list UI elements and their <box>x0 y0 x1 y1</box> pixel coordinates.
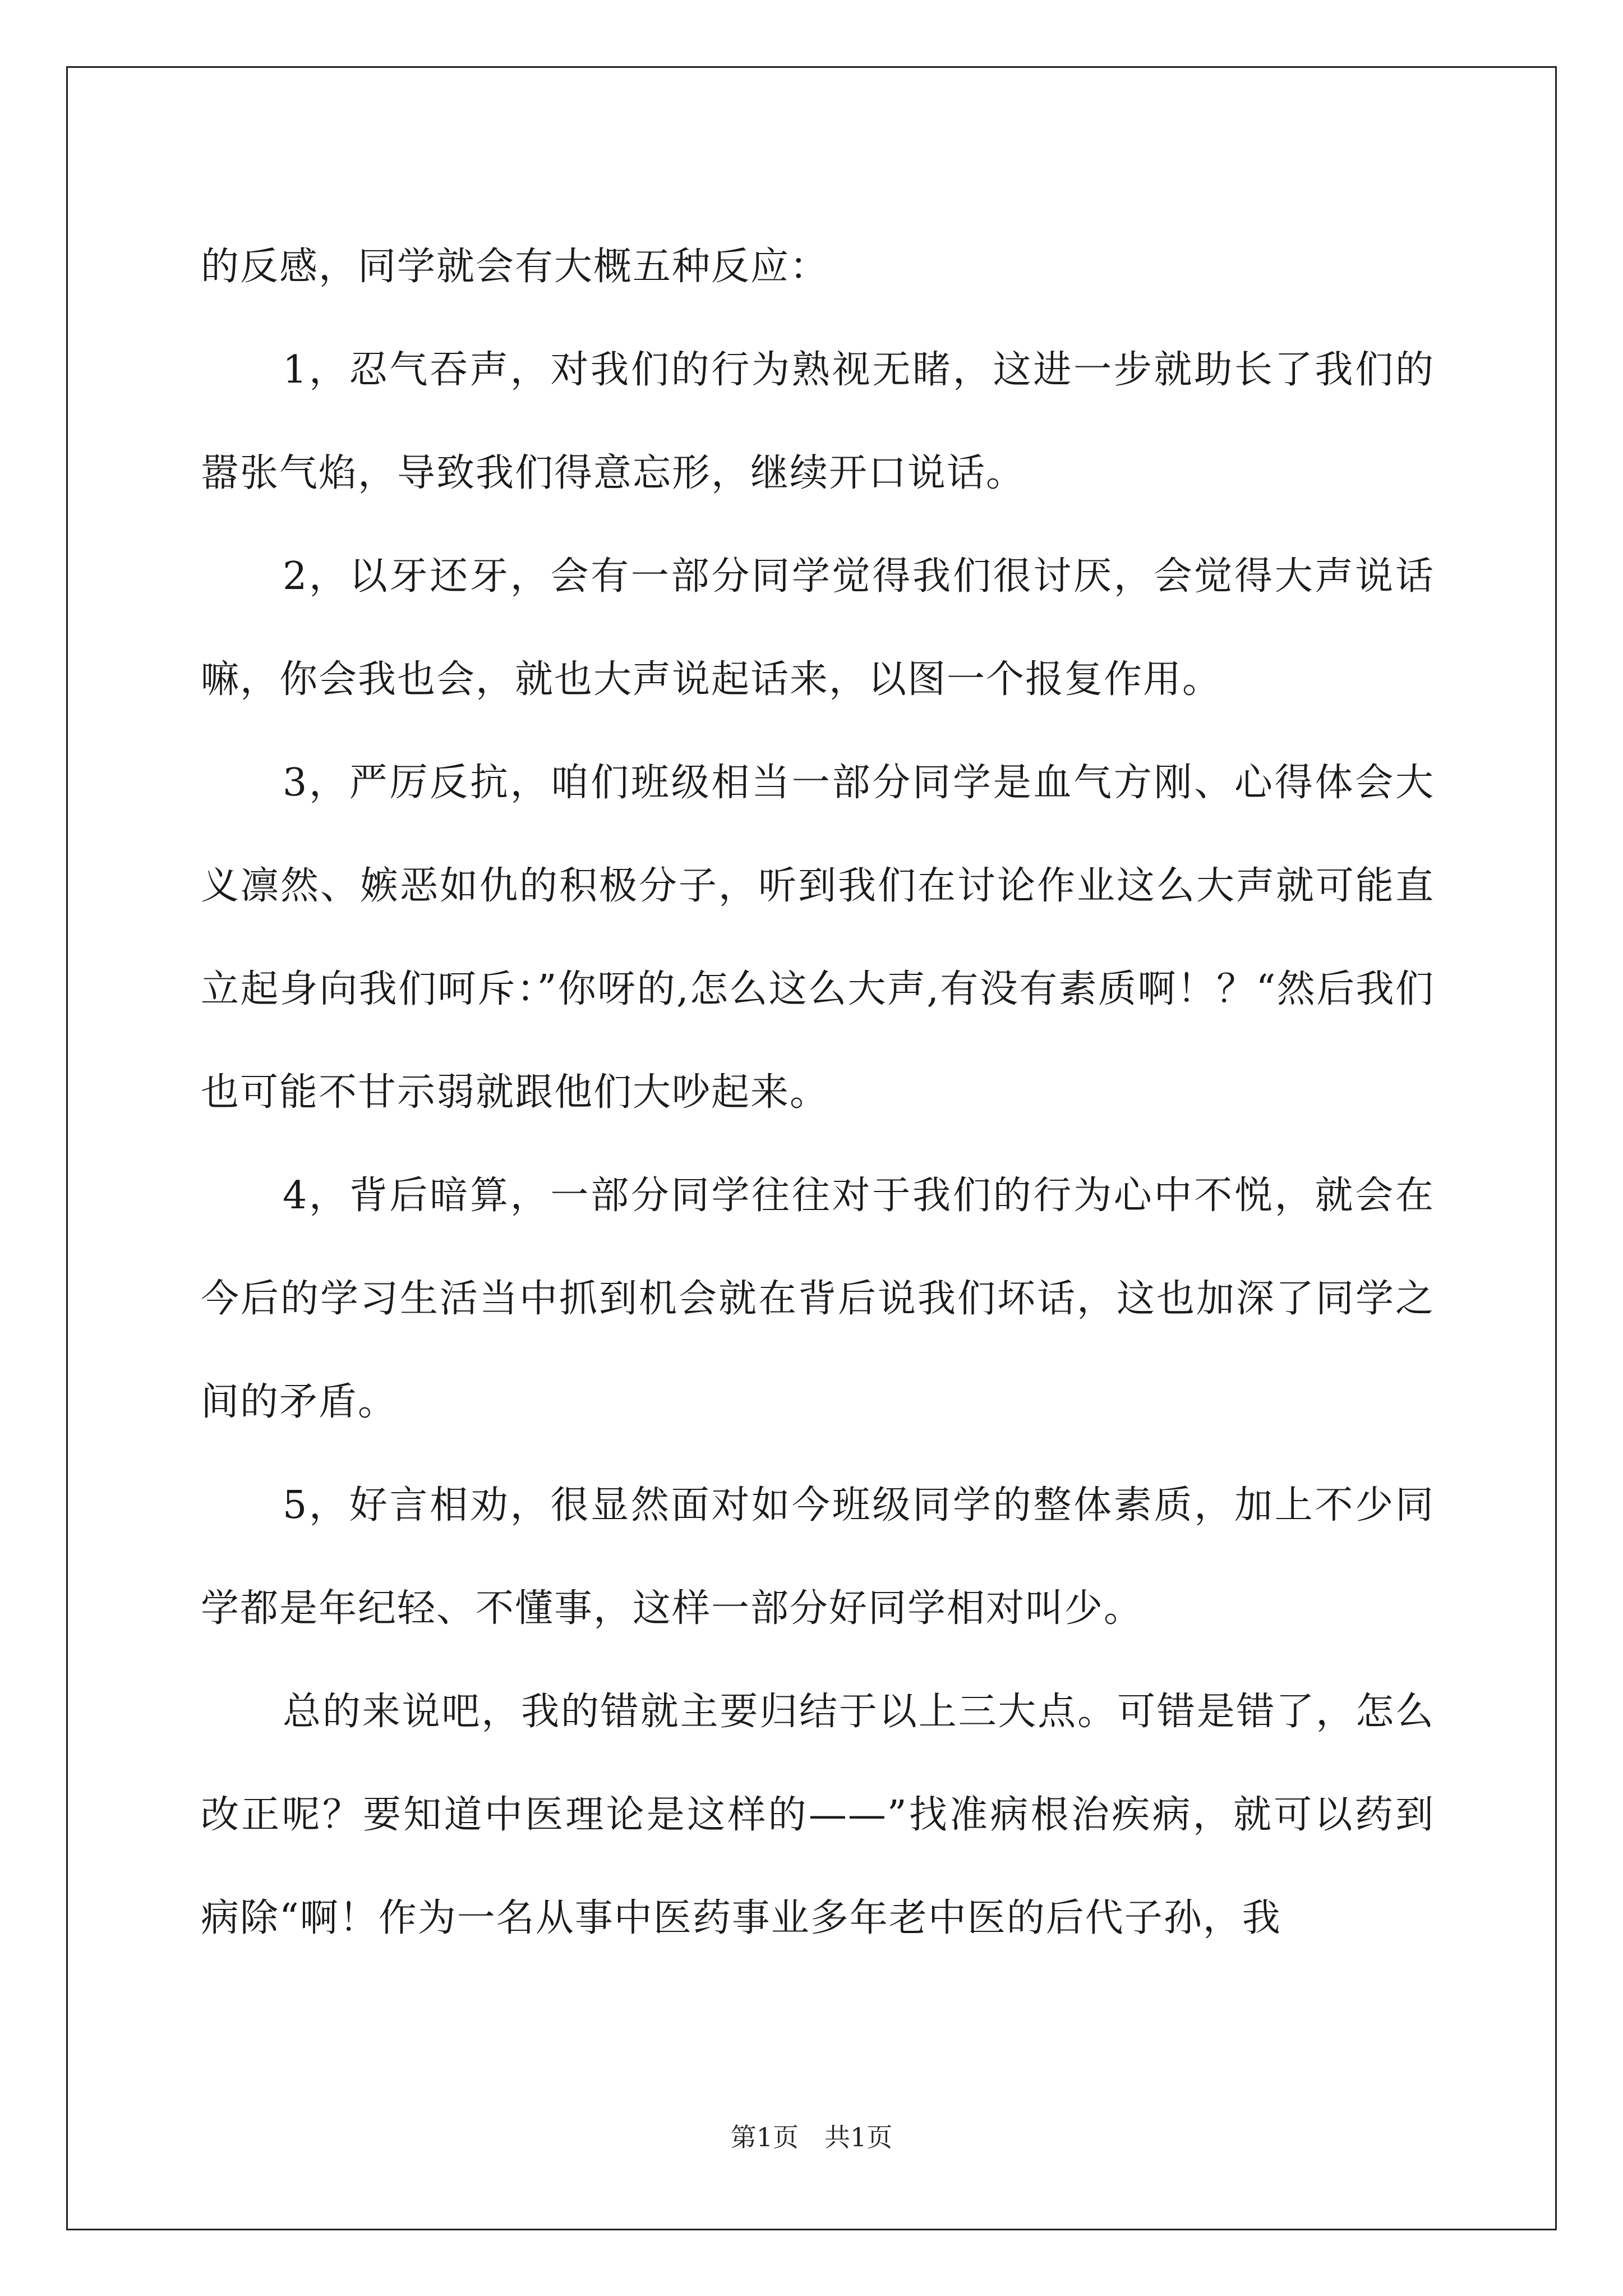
document-body <box>201 215 1435 1970</box>
page-footer <box>0 2120 1623 2154</box>
paragraph-intro: 的反感，同学就会有大概五种反应： <box>201 245 829 289</box>
paragraph-item-5: 5，好言相劝，很显然面对如今班级同学的整体素质，加上不少同学都是年纪轻、不懂事，这样一部分好同学相对叫少。 <box>201 1483 1435 1631</box>
paragraph-item-2: 2，以牙还牙，会有一部分同学觉得我们很讨厌，会觉得大声说话嘛，你会我也会，就也大声说起话来，以图一个报复作用。 <box>201 554 1435 702</box>
paragraph-item-4: 4，背后暗算，一部分同学往往对于我们的行为心中不悦，就会在今后的学习生活当中抓到机会就在背后说我们坏话，这也加深了同学之间的矛盾。 <box>201 1174 1435 1424</box>
paragraph-summary: 总的来说吧，我的错就主要归结于以上三大点。可错是错了，怎么改正呢？要知道中医理论是这样的——”找准病根治疾病，就可以药到病除“啊！作为一名从事中医药事业多年老中医的后代子孙，我 <box>201 1690 1435 1940</box>
paragraph-item-3: 3，严厉反抗，咱们班级相当一部分同学是血气方刚、心得体会大义凛然、嫉恶如仇的积极分子，听到我们在讨论作业这么大声就可能直立起身向我们呵斥：”你呀的,怎么这么大声,有没有素质啊！？“然后我们也可能不甘示弱就跟他们大吵起来。 <box>201 761 1435 1115</box>
paragraph-item-1: 1，忍气吞声，对我们的行为熟视无睹，这进一步就助长了我们的嚣张气焰，导致我们得意忘形，继续开口说话。 <box>201 348 1435 495</box>
page-number: 第1页 <box>730 2122 799 2152</box>
page-total: 共1页 <box>824 2122 893 2152</box>
